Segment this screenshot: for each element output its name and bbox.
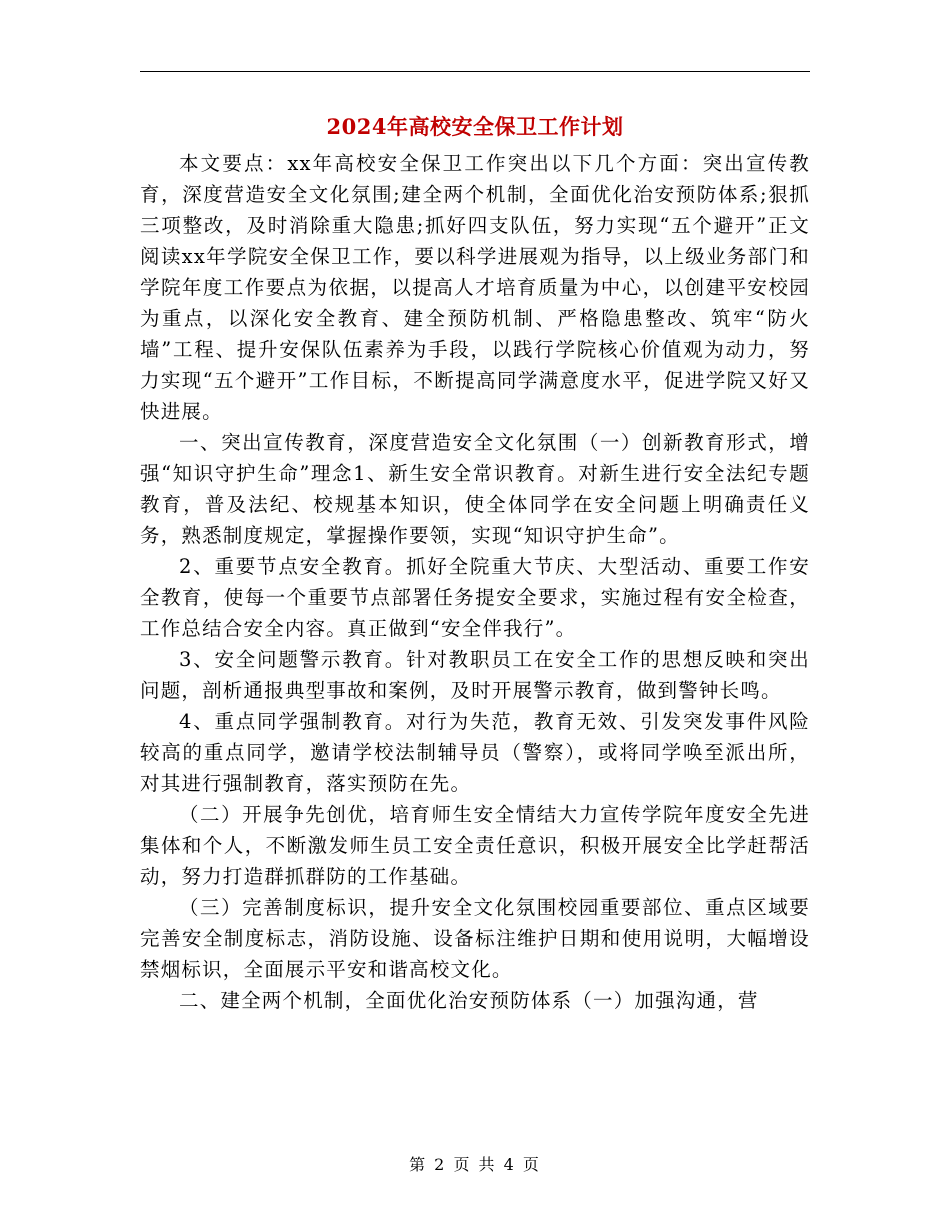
paragraph-item-2: 2、重要节点安全教育。抓好全院重大节庆、大型活动、重要工作安全教育，使每一个重要节点部署任务提安全要求，实施过程有安全检查，工作总结合安全内容。真正做到“安全伴我行”。	[140, 555, 810, 640]
paragraph-item-4: 4、重点同学强制教育。对行为失范，教育无效、引发突发事件风险较高的重点同学，邀请学校法制辅导员（警察），或将同学唤至派出所，对其进行强制教育，落实预防在先。	[140, 710, 810, 795]
document-body	[140, 148, 810, 1016]
header-rule	[140, 71, 810, 72]
paragraph-subsection-2: （二）开展争先创优，培育师生安全情结大力宣传学院年度安全先进集体和个人，不断激发师生员工安全责任意识，积极开展安全比学赶帮活动，努力打造群抓群防的工作基础。	[140, 803, 810, 888]
paragraph-item-3: 3、安全问题警示教育。针对教职员工在安全工作的思想反映和突出问题，剖析通报典型事故和案例，及时开展警示教育，做到警钟长鸣。	[140, 648, 810, 702]
paragraph-section-1: 一、突出宣传教育，深度营造安全文化氛围（一）创新教育形式，增强“知识守护生命”理念1、新生安全常识教育。对新生进行安全法纪专题教育，普及法纪、校规基本知识，使全体同学在安全问题上明确责任义务，熟悉制度规定，掌握操作要领，实现“知识守护生命”。	[140, 431, 810, 547]
paragraph-section-2: 二、建全两个机制，全面优化治安预防体系（一）加强沟通，营	[179, 989, 759, 1012]
document-title: 2024年高校安全保卫工作计划	[326, 114, 624, 139]
page-number: 第 2 页 共 4 页	[409, 1155, 541, 1174]
paragraph-summary: 本文要点：xx年高校安全保卫工作突出以下几个方面：突出宣传教育，深度营造安全文化氛围;建全两个机制，全面优化治安预防体系;狠抓三项整改，及时消除重大隐患;抓好四支队伍，努力实现“五个避开”正文阅读xx年学院安全保卫工作，要以科学进展观为指导，以上级业务部门和学院年度工作要点为依据，以提高人才培育质量为中心，以创建平安校园为重点，以深化安全教育、建全预防机制、严格隐患整改、筑牢“防火墙”工程、提升安保队伍素养为手段，以践行学院核心价值观为动力，努力实现“五个避开”工作目标，不断提高同学满意度水平，促进学院又好又快进展。	[140, 152, 810, 423]
paragraph-subsection-3: （三）完善制度标识，提升安全文化氛围校园重要部位、重点区域要完善安全制度标志，消防设施、设备标注维护日期和使用说明，大幅增设禁烟标识，全面展示平安和谐高校文化。	[140, 896, 810, 981]
